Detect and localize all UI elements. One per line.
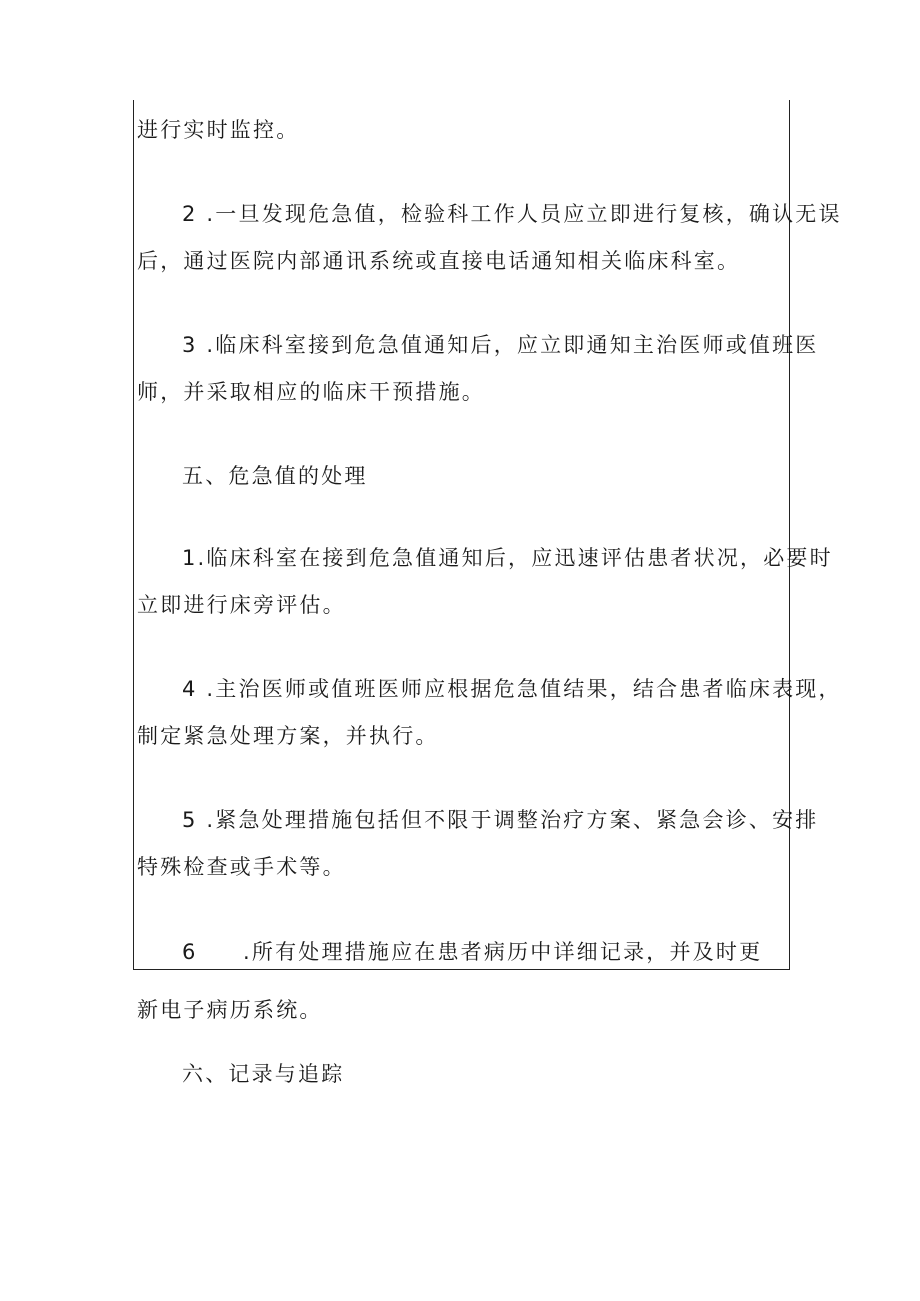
paragraph-6-line-1: .所有处理措施应在患者病历中详细记录，并及时更 [243,940,763,964]
section-heading-6: 六、记录与追踪 [182,1062,345,1086]
paragraph-1-line-1: 1.临床科室在接到危急值通知后，应迅速评估患者状况，必要时 [182,546,833,570]
paragraph-3-line-1: 3 .临床科室接到危急值通知后，应立即通知主治医师或值班医 [182,333,819,357]
paragraph-4-line-1: 4 .主治医师或值班医师应根据危急值结果，结合患者临床表现， [182,677,842,701]
text-line: 进行实时监控。 [137,118,300,142]
paragraph-4-line-2: 制定紧急处理方案，并执行。 [137,724,439,748]
paragraph-6-line-2: 新电子病历系统。 [137,998,323,1022]
paragraph-2-line-2: 后，通过医院内部通讯系统或直接电话通知相关临床科室。 [137,249,741,273]
paragraph-5-line-1: 5 .紧急处理措施包括但不限于调整治疗方案、紧急会诊、安排 [182,808,819,832]
paragraph-3-line-2: 师，并采取相应的临床干预措施。 [137,380,485,404]
paragraph-5-line-2: 特殊检查或手术等。 [137,855,346,879]
paragraph-2-line-1: 2 .一旦发现危急值，检验科工作人员应立即进行复核，确认无误 [182,202,842,226]
paragraph-6-number: 6 [182,940,198,964]
table-frame [133,100,790,970]
section-heading-5: 五、危急值的处理 [182,464,368,488]
paragraph-1-line-2: 立即进行床旁评估。 [137,593,346,617]
